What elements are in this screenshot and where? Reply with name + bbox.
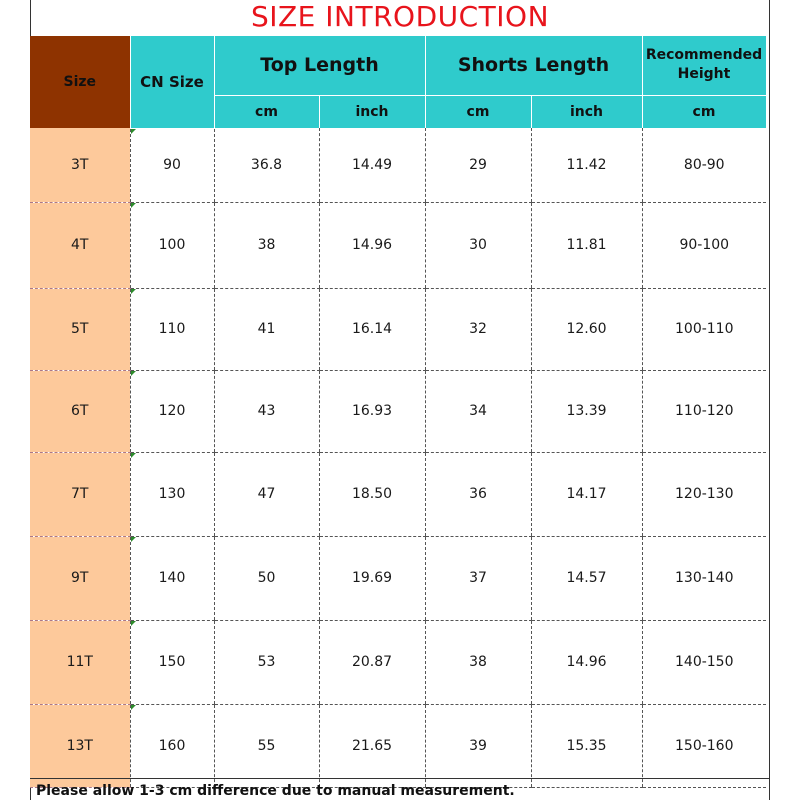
header-unit-cm: cm xyxy=(642,95,766,128)
shorts-inch-cell: 14.57 xyxy=(531,536,642,620)
header-top-length: Top Length xyxy=(214,36,425,95)
top-cm-cell: 50 xyxy=(214,536,319,620)
top-inch-cell: 16.93 xyxy=(319,370,425,452)
height-cell: 80-90 xyxy=(642,128,766,202)
cell-marker-icon xyxy=(131,537,136,542)
top-cm-cell: 38 xyxy=(214,202,319,288)
top-inch-cell: 18.50 xyxy=(319,452,425,536)
top-inch-cell: 21.65 xyxy=(319,704,425,787)
cn-size-value: 130 xyxy=(158,486,186,502)
table-row xyxy=(30,370,766,452)
cn-size-cell xyxy=(130,536,214,620)
size-cell: 5T xyxy=(30,288,130,370)
cell-marker-icon xyxy=(131,203,136,208)
shorts-inch-cell: 13.39 xyxy=(531,370,642,452)
table-row xyxy=(30,288,766,370)
cn-size-value: 100 xyxy=(158,237,186,253)
cn-size-cell xyxy=(130,288,214,370)
height-cell: 130-140 xyxy=(642,536,766,620)
header-recommended-height: Recommended Height xyxy=(642,36,766,95)
size-cell: 9T xyxy=(30,536,130,620)
cn-size-value: 120 xyxy=(158,403,186,419)
table-row xyxy=(30,452,766,536)
shorts-cm-cell: 32 xyxy=(425,288,531,370)
cn-size-cell xyxy=(130,704,214,787)
top-cm-cell: 55 xyxy=(214,704,319,787)
shorts-inch-cell: 14.17 xyxy=(531,452,642,536)
table-row xyxy=(30,620,766,704)
cn-size-cell xyxy=(130,128,214,202)
header-unit-inch: inch xyxy=(319,95,425,128)
height-cell: 90-100 xyxy=(642,202,766,288)
top-cm-cell: 41 xyxy=(214,288,319,370)
shorts-cm-cell: 29 xyxy=(425,128,531,202)
size-cell: 11T xyxy=(30,620,130,704)
header-cn-size: CN Size xyxy=(130,36,214,128)
shorts-cm-cell: 38 xyxy=(425,620,531,704)
cn-size-cell xyxy=(130,370,214,452)
top-cm-cell: 47 xyxy=(214,452,319,536)
cell-marker-icon xyxy=(131,371,136,376)
cn-size-cell xyxy=(130,620,214,704)
shorts-inch-cell: 11.81 xyxy=(531,202,642,288)
cn-size-value: 140 xyxy=(158,570,186,586)
cn-size-value: 90 xyxy=(163,157,181,173)
cn-size-cell xyxy=(130,452,214,536)
top-inch-cell: 14.49 xyxy=(319,128,425,202)
shorts-cm-cell: 36 xyxy=(425,452,531,536)
table-row xyxy=(30,128,766,202)
header-size: Size xyxy=(30,36,130,128)
cn-size-value: 110 xyxy=(158,321,186,337)
shorts-inch-cell: 11.42 xyxy=(531,128,642,202)
cn-size-cell xyxy=(130,202,214,288)
page-title: SIZE INTRODUCTION xyxy=(250,0,550,33)
size-cell: 6T xyxy=(30,370,130,452)
size-cell: 13T xyxy=(30,704,130,787)
top-cm-cell: 53 xyxy=(214,620,319,704)
shorts-inch-cell: 14.96 xyxy=(531,620,642,704)
height-cell: 120-130 xyxy=(642,452,766,536)
cell-marker-icon xyxy=(131,129,136,134)
shorts-inch-cell: 12.60 xyxy=(531,288,642,370)
shorts-cm-cell: 37 xyxy=(425,536,531,620)
cn-size-value: 160 xyxy=(158,737,186,754)
top-inch-cell: 14.96 xyxy=(319,202,425,288)
top-inch-cell: 19.69 xyxy=(319,536,425,620)
shorts-cm-cell: 39 xyxy=(425,704,531,787)
top-cm-cell: 43 xyxy=(214,370,319,452)
cell-marker-icon xyxy=(131,621,136,626)
table-row xyxy=(30,202,766,288)
height-cell: 150-160 xyxy=(642,704,766,787)
shorts-inch-cell: 15.35 xyxy=(531,704,642,787)
size-cell: 7T xyxy=(30,452,130,536)
cell-marker-icon xyxy=(131,705,136,710)
table-row xyxy=(30,704,766,787)
cell-marker-icon xyxy=(131,453,136,458)
header-unit-inch: inch xyxy=(531,95,642,128)
header-shorts-length: Shorts Length xyxy=(425,36,642,95)
cn-size-value: 150 xyxy=(158,654,186,670)
shorts-cm-cell: 34 xyxy=(425,370,531,452)
size-chart-table xyxy=(30,36,767,788)
header-unit-cm: cm xyxy=(214,95,319,128)
top-inch-cell: 16.14 xyxy=(319,288,425,370)
shorts-cm-cell: 30 xyxy=(425,202,531,288)
height-cell: 110-120 xyxy=(642,370,766,452)
height-cell: 140-150 xyxy=(642,620,766,704)
header-unit-cm: cm xyxy=(425,95,531,128)
cell-marker-icon xyxy=(131,289,136,294)
size-cell: 3T xyxy=(30,128,130,202)
measurement-note: Please allow 1-3 cm difference due to manual measurement. xyxy=(30,778,770,800)
top-cm-cell: 36.8 xyxy=(214,128,319,202)
table-row xyxy=(30,536,766,620)
top-inch-cell: 20.87 xyxy=(319,620,425,704)
size-cell: 4T xyxy=(30,202,130,288)
height-cell: 100-110 xyxy=(642,288,766,370)
